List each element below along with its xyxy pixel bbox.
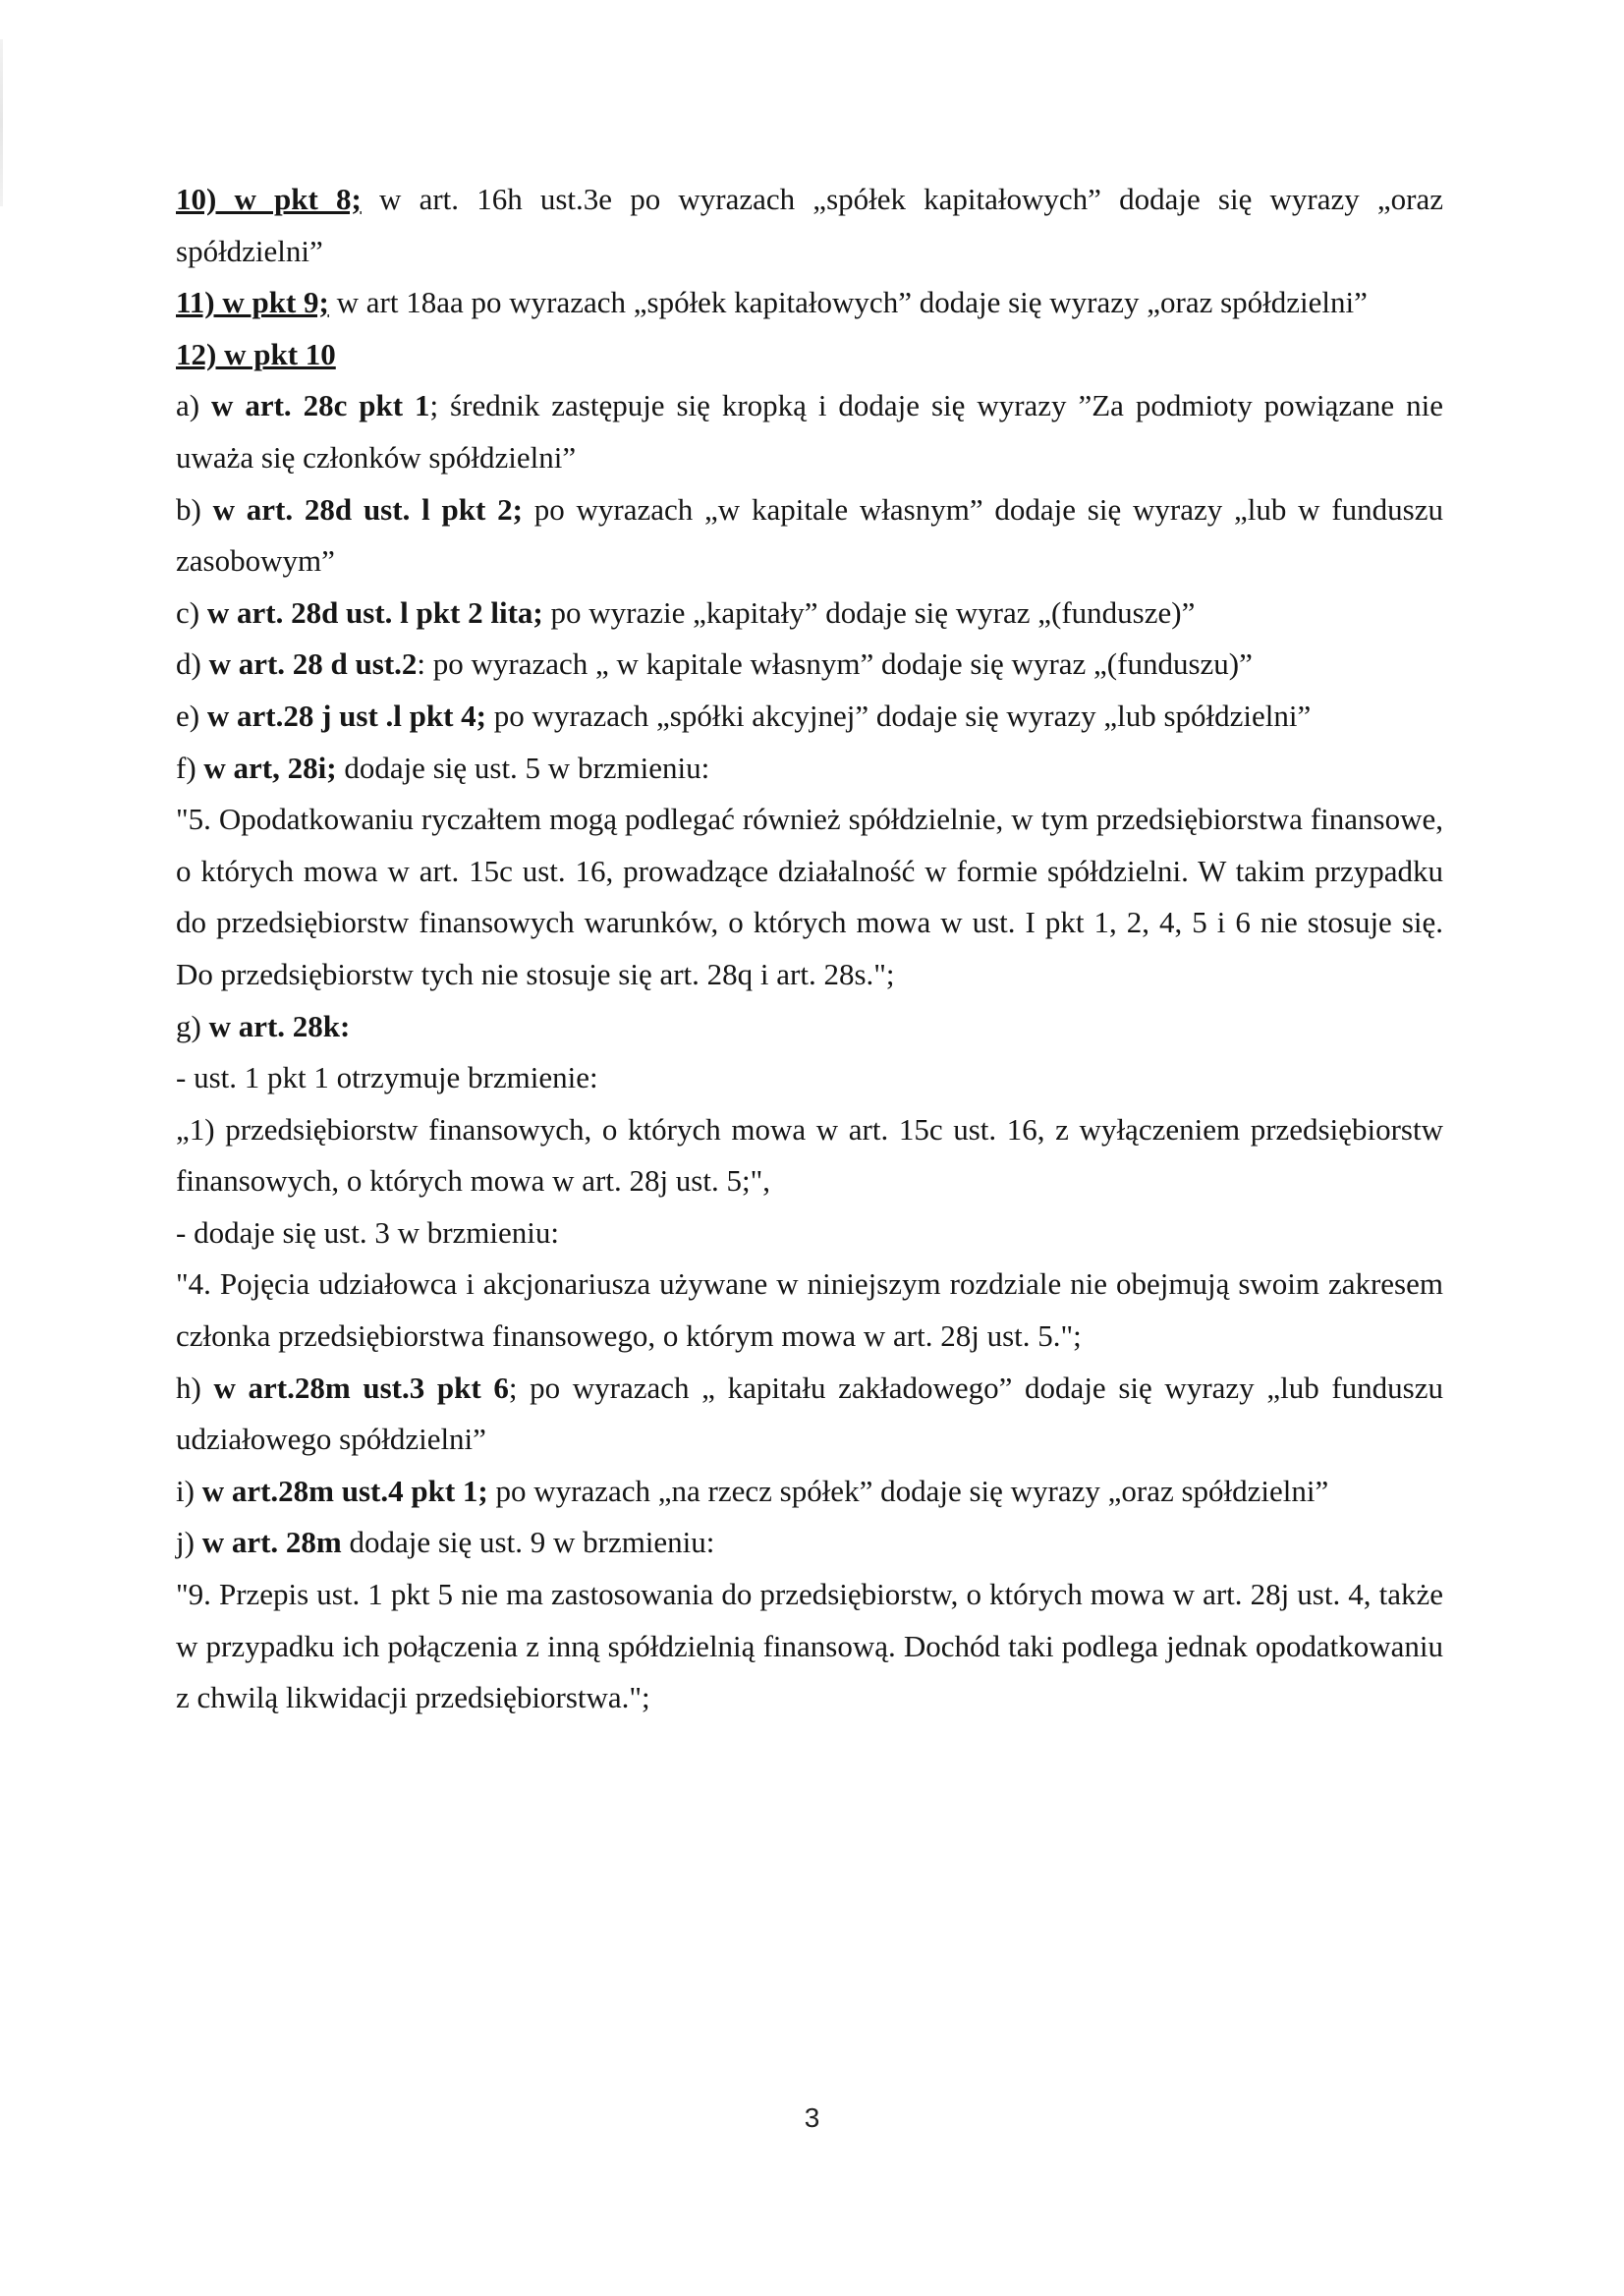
paragraph-text: po wyrazach „w kapitale własnym” dodaje się wyrazy „lub w funduszu zasobowym”: [176, 491, 1443, 579]
paragraph-text: d): [176, 646, 209, 682]
article-reference: w art.28m ust.4 pkt 1;: [201, 1473, 488, 1508]
document-body: [176, 174, 1443, 1724]
page-number: 3: [804, 2102, 820, 2133]
paragraph-4: [176, 380, 1443, 483]
article-reference: w art. 28k:: [208, 1008, 351, 1043]
paragraph-text: "5. Opodatkowaniu ryczałtem mogą podlegać również spółdzielnie, w tym przedsiębiorstwa finansowe, o których mowa w art. 15c ust. 16, prowadzące działalność w formie spółdzielni. W takim przypadku do przedsiębiorstw finansowych warunków, o których mowa w ust. I pkt 1, 2, 4, 5 i 6 nie stosuje się. Do przedsiębiorstw tych nie stosuje się art. 28q i art. 28s.";: [176, 802, 1443, 991]
article-reference: w art. 28 d ust.2: [208, 646, 418, 682]
paragraph-text: : po wyrazach „ w kapitale własnym” dodaje się wyraz „(funduszu)”: [417, 646, 1253, 682]
paragraph-text: "4. Pojęcia udziałowca i akcjonariusza używane w niniejszym rozdziale nie obejmują swoim zakresem członka przedsiębiorstwa finansowego, o którym mowa w art. 28j ust. 5.";: [176, 1266, 1443, 1354]
paragraph-9: [176, 743, 1443, 795]
paragraph-text: g): [176, 1008, 209, 1043]
paragraph-text: po wyrazach „na rzecz spółek” dodaje się wyrazy „oraz spółdzielni”: [487, 1473, 1329, 1508]
paragraph-text: w art 18aa po wyrazach „spółek kapitałowych” dodaje się wyrazy „oraz spółdzielni”: [328, 285, 1368, 320]
paragraph-text: ; po wyrazach „ kapitału zakładowego” dodaje się wyrazy „lub funduszu udziałowego spółdzielni”: [176, 1370, 1443, 1457]
paragraph-text: dodaje się ust. 5 w brzmieniu:: [336, 750, 710, 785]
paragraph-text: dodaje się ust. 9 w brzmieniu:: [341, 1525, 715, 1560]
paragraph-text: h): [176, 1370, 214, 1405]
paragraph-text: c): [176, 594, 207, 630]
scan-edge-shadow: [0, 39, 3, 206]
paragraph-text: w art. 16h ust.3e po wyrazach „spółek kapitałowych” dodaje się wyrazy „oraz spółdzielni”: [176, 182, 1444, 268]
paragraph-11: [176, 1001, 1443, 1053]
paragraph-text: - ust. 1 pkt 1 otrzymuje brzmienie:: [176, 1060, 598, 1095]
article-reference: w art. 28m: [201, 1525, 342, 1560]
paragraph-13: [176, 1104, 1443, 1207]
paragraph-14: [176, 1207, 1443, 1260]
point-heading: 12) w pkt 10: [176, 336, 336, 371]
paragraph-text: po wyrazach „spółki akcyjnej” dodaje się wyrazy „lub spółdzielni”: [486, 698, 1312, 733]
paragraph-16: [176, 1363, 1443, 1466]
article-reference: w art. 28c pkt 1: [211, 388, 430, 423]
article-reference: w art. 28d ust. l pkt 2;: [212, 491, 523, 527]
paragraph-text: po wyrazie „kapitały” dodaje się wyraz „(fundusze)”: [542, 594, 1196, 630]
paragraph-text: ; średnik zastępuje się kropką i dodaje się wyrazy ”Za podmioty powiązane nie uważa się członków spółdzielni”: [176, 388, 1443, 475]
paragraph-text: a): [176, 388, 212, 423]
paragraph-5: [176, 484, 1443, 588]
paragraph-text: - dodaje się ust. 3 w brzmieniu:: [176, 1214, 559, 1250]
article-reference: w art, 28i;: [203, 750, 337, 785]
paragraph-text: e): [176, 698, 207, 733]
paragraph-15: [176, 1259, 1443, 1362]
paragraph-19: [176, 1569, 1443, 1724]
point-heading: 10) w pkt 8;: [176, 182, 362, 216]
paragraph-8: [176, 691, 1443, 743]
paragraph-12: [176, 1052, 1443, 1104]
paragraph-7: [176, 639, 1443, 691]
paragraph-17: [176, 1466, 1443, 1518]
article-reference: w art.28m ust.3 pkt 6: [213, 1370, 509, 1405]
paragraph-text: „1) przedsiębiorstw finansowych, o których mowa w art. 15c ust. 16, z wyłączeniem przedsiębiorstw finansowych, o których mowa w art. 28j ust. 5;",: [176, 1111, 1443, 1199]
paragraph-1: [176, 174, 1443, 277]
paragraph-2: [176, 277, 1443, 329]
paragraph-6: [176, 588, 1443, 640]
paragraph-3: [176, 329, 1443, 381]
article-reference: w art. 28d ust. l pkt 2 lita;: [206, 594, 543, 630]
paragraph-text: j): [176, 1525, 202, 1560]
paragraph-text: "9. Przepis ust. 1 pkt 5 nie ma zastosowania do przedsiębiorstw, o których mowa w art. 28j ust. 4, także w przypadku ich połączenia z inną spółdzielnią finansową. Dochód taki podlega jednak opodatkowaniu z chwilą likwidacji przedsiębiorstwa.";: [176, 1577, 1443, 1715]
article-reference: w art.28 j ust .l pkt 4;: [206, 698, 487, 733]
paragraph-text: b): [176, 491, 213, 527]
paragraph-18: [176, 1517, 1443, 1569]
paragraph-10: [176, 794, 1443, 1000]
point-heading: 11) w pkt 9;: [176, 285, 329, 320]
paragraph-text: f): [176, 750, 204, 785]
paragraph-text: i): [176, 1473, 202, 1508]
